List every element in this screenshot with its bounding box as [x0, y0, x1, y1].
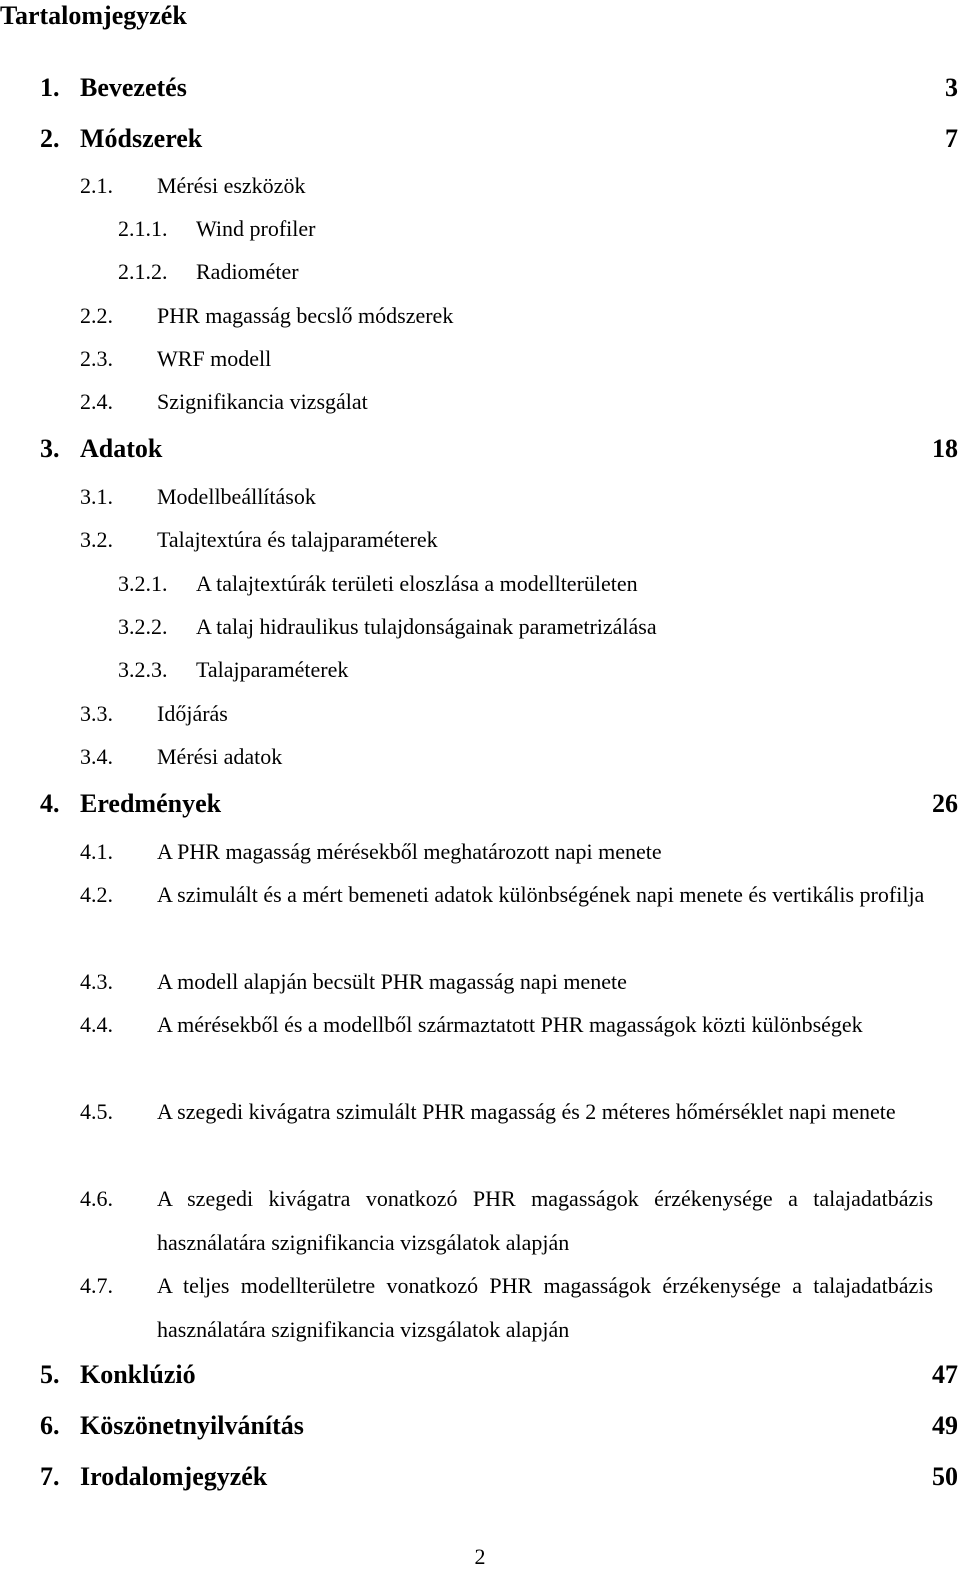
toc-number: 4.2.: [80, 882, 113, 907]
toc-label: A szegedi kivágatra vonatkozó PHR magasságok érzékenysége a talajadatbázis használatára szignifikancia vizsgálatok alapján: [157, 1186, 933, 1255]
toc-entry-3[interactable]: [0, 434, 960, 464]
page-title: Tartalomjegyzék: [0, 1, 187, 30]
toc-number: 3.1.: [80, 484, 113, 509]
toc-number: 2.: [40, 124, 60, 153]
toc-number: 4.3.: [80, 969, 113, 994]
toc-entry-1[interactable]: [0, 73, 960, 103]
toc-number: 3.2.: [80, 527, 113, 552]
toc-page: 18: [932, 434, 958, 463]
toc-entry-4-1[interactable]: [0, 838, 960, 866]
toc-label: PHR magasság becslő módszerek: [157, 303, 454, 328]
toc-entry-2[interactable]: [0, 124, 960, 154]
toc-label: Talajtextúra és talajparaméterek: [157, 527, 438, 552]
toc-label: Eredmények: [80, 789, 222, 818]
toc-entry-4[interactable]: [0, 789, 960, 819]
toc-label: Modellbeállítások: [157, 484, 316, 509]
toc-entry-6[interactable]: [0, 1411, 960, 1441]
toc-entry-4-7[interactable]: [0, 1272, 960, 1344]
toc-page: 7: [945, 124, 958, 153]
toc-entry-4-5[interactable]: [0, 1098, 960, 1170]
toc-number: 2.1.1.: [118, 216, 168, 241]
toc-number: 7.: [40, 1462, 60, 1491]
toc-label: Szignifikancia vizsgálat: [157, 389, 368, 414]
toc-entry-4-6[interactable]: [0, 1185, 960, 1257]
toc-label: Mérési eszközök: [157, 173, 306, 198]
toc-label: Mérési adatok: [157, 744, 283, 769]
toc-entry-2-3[interactable]: [0, 345, 960, 373]
toc-entry-5[interactable]: [0, 1360, 960, 1390]
toc-page: 3: [945, 73, 958, 102]
toc-number: 2.1.2.: [118, 259, 168, 284]
toc-page: 26: [932, 789, 958, 818]
toc-label: Köszönetnyilvánítás: [80, 1411, 304, 1440]
toc-entry-2-2[interactable]: [0, 302, 960, 330]
toc-label: Adatok: [80, 434, 163, 463]
toc-entry-2-1-1[interactable]: [0, 215, 960, 243]
toc-label: Bevezetés: [80, 73, 187, 102]
toc-label: Radiométer: [196, 259, 299, 284]
toc-label: A talajtextúrák területi eloszlása a modellterületen: [196, 571, 638, 596]
toc-number: 4.1.: [80, 839, 113, 864]
toc-entry-2-4[interactable]: [0, 388, 960, 416]
toc-label: A talaj hidraulikus tulajdonságainak parametrizálása: [196, 614, 657, 639]
toc-entry-3-2[interactable]: [0, 526, 960, 554]
toc-label: A teljes modellterületre vonatkozó PHR magasságok érzékenysége a talajadatbázis használatára szignifikancia vizsgálatok alapján: [157, 1273, 933, 1342]
toc-label: Időjárás: [157, 701, 228, 726]
toc-label: Módszerek: [80, 124, 203, 153]
toc-entry-3-1[interactable]: [0, 483, 960, 511]
toc-number: 2.1.: [80, 173, 113, 198]
toc-number: 4.: [40, 789, 60, 818]
toc-entry-7[interactable]: [0, 1462, 960, 1492]
toc-number: 1.: [40, 73, 60, 102]
toc-label: Konklúzió: [80, 1360, 196, 1389]
toc-number: 4.7.: [80, 1273, 113, 1298]
toc-entry-3-4[interactable]: [0, 743, 960, 771]
toc-label: WRF modell: [157, 346, 272, 371]
toc-page: 49: [932, 1411, 958, 1440]
toc-number: 5.: [40, 1360, 60, 1389]
toc-label: Wind profiler: [196, 216, 316, 241]
toc-label: A modell alapján becsült PHR magasság napi menete: [157, 969, 627, 994]
toc-number: 3.2.1.: [118, 571, 168, 596]
toc-entry-4-3[interactable]: [0, 968, 960, 996]
toc-entry-3-3[interactable]: [0, 700, 960, 728]
toc-page: 47: [932, 1360, 958, 1389]
toc-entry-3-2-2[interactable]: [0, 613, 960, 641]
toc-label: A mérésekből és a modellből származtatott PHR magasságok közti különbségek: [157, 1012, 863, 1037]
toc-number: 4.4.: [80, 1012, 113, 1037]
toc-page: 50: [932, 1462, 958, 1491]
toc-entry-4-4[interactable]: [0, 1011, 960, 1083]
toc-label: A szimulált és a mért bemeneti adatok különbségének napi menete és vertikális profilja: [157, 882, 925, 907]
toc-entry-2-1-2[interactable]: [0, 258, 960, 286]
toc-number: 3.4.: [80, 744, 113, 769]
toc-label: Irodalomjegyzék: [80, 1462, 268, 1491]
toc-number: 4.6.: [80, 1186, 113, 1211]
toc-number: 3.2.2.: [118, 614, 168, 639]
toc-number: 2.3.: [80, 346, 113, 371]
toc-entry-2-1[interactable]: [0, 172, 960, 200]
toc-label: A PHR magasság mérésekből meghatározott napi menete: [157, 839, 662, 864]
toc-label: A szegedi kivágatra szimulált PHR magasság és 2 méteres hőmérséklet napi menete: [157, 1099, 896, 1124]
toc-number: 3.: [40, 434, 60, 463]
toc-number: 4.5.: [80, 1099, 113, 1124]
toc-number: 2.2.: [80, 303, 113, 328]
toc-entry-3-2-3[interactable]: [0, 656, 960, 684]
page-number: 2: [474, 1544, 486, 1569]
toc-number: 6.: [40, 1411, 60, 1440]
toc-number: 2.4.: [80, 389, 113, 414]
toc-entry-3-2-1[interactable]: [0, 570, 960, 598]
toc-label: Talajparaméterek: [196, 657, 349, 682]
toc-number: 3.3.: [80, 701, 113, 726]
toc-entry-4-2[interactable]: [0, 881, 960, 953]
toc-number: 3.2.3.: [118, 657, 168, 682]
